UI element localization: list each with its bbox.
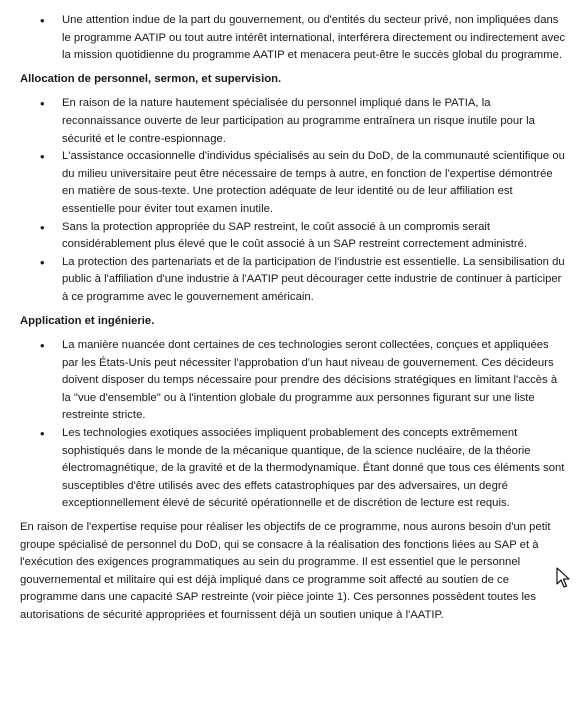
section-heading-personnel: Allocation de personnel, sermon, et supervision. bbox=[20, 72, 282, 85]
list-item: • Les technologies exotiques associées impliquent probablement des concepts extrêmement sophistiqués dans le monde de la mécanique quantique, de la science nucléaire, de la théorie électromagnétique, de la gravité et de la thermodynamique. Étant donné que tous ces éléments sont susceptibles d'être utilisés avec des effets catastrophiques par des adversaires, un degré exceptionnellement élevé de sécurité opérationnelle et de discrétion de lecture est requis. bbox=[20, 425, 568, 513]
list-item: • Sans la protection appropriée du SAP restreint, le coût associé à un compromis serait considérablement plus élevé que le coût associé à un SAP restreint correctement administré. bbox=[20, 219, 568, 254]
document-body bbox=[20, 12, 568, 625]
personnel-bullet-list bbox=[20, 95, 568, 306]
section-heading-engineering: Application et ingénierie. bbox=[20, 314, 155, 327]
engineering-bullet-list bbox=[20, 337, 568, 513]
top-bullet-list bbox=[20, 12, 568, 65]
mouse-pointer-icon bbox=[556, 567, 570, 589]
list-item: • L'assistance occasionnelle d'individus spécialisés au sein du DoD, de la communauté scientifique ou du milieu universitaire peut être nécessaire de temps à autre, en fonction de l'expertise démontrée en matière de sous-texte. Une protection adéquate de leur identité ou de leur affiliation est essentielle pour éviter tout examen inutile. bbox=[20, 148, 568, 218]
closing-paragraph: En raison de l'expertise requise pour réaliser les objectifs de ce programme, nous aurons besoin d'un petit groupe spécialisé de personnel du DoD, qui se consacre à la réalisation des fonctions liées au SAP et à l'exécution des exigences programmatiques au sein du programme. Il est essentiel que le personnel gouvernemental et militaire qui est déjà impliqué dans ce programme soit affecté au soutien de ce programme dans une capacité SAP restreinte (voir pièce jointe 1). Ces personnes possèdent toutes les autorisations de sécurité appropriées et fournissent déjà un soutien unique à l'AATIP. bbox=[20, 521, 551, 621]
list-item: • Une attention indue de la part du gouvernement, ou d'entités du secteur privé, non impliquées dans le programme AATIP ou tout autre intérêt international, interférera directement ou indirectement avec la mission quotidienne du programme AATIP et menacera peut-être le succès global du programme. bbox=[20, 12, 568, 65]
list-item: • En raison de la nature hautement spécialisée du personnel impliqué dans le PATIA, la reconnaissance ouverte de leur participation au programme entraînera un risque inutile pour la sécurité et le contre-espionnage. bbox=[20, 95, 568, 148]
list-item: • La protection des partenariats et de la participation de l'industrie est essentielle. La sensibilisation du public à l'affiliation d'une industrie à l'AATIP peut décourager cette industrie de continuer à participer à ce programme avec le gouvernement américain. bbox=[20, 254, 568, 307]
list-item: • La manière nuancée dont certaines de ces technologies seront collectées, conçues et appliquées par les États-Unis peut nécessiter l'approbation d'un haut niveau de gouvernement. Ces décideurs doivent disposer du temps nécessaire pour prendre des décisions stratégiques en limitant l'accès à la "vue d'ensemble" ou à l'intention globale du programme aux personnes figurant sur une liste restreinte stricte. bbox=[20, 337, 568, 425]
